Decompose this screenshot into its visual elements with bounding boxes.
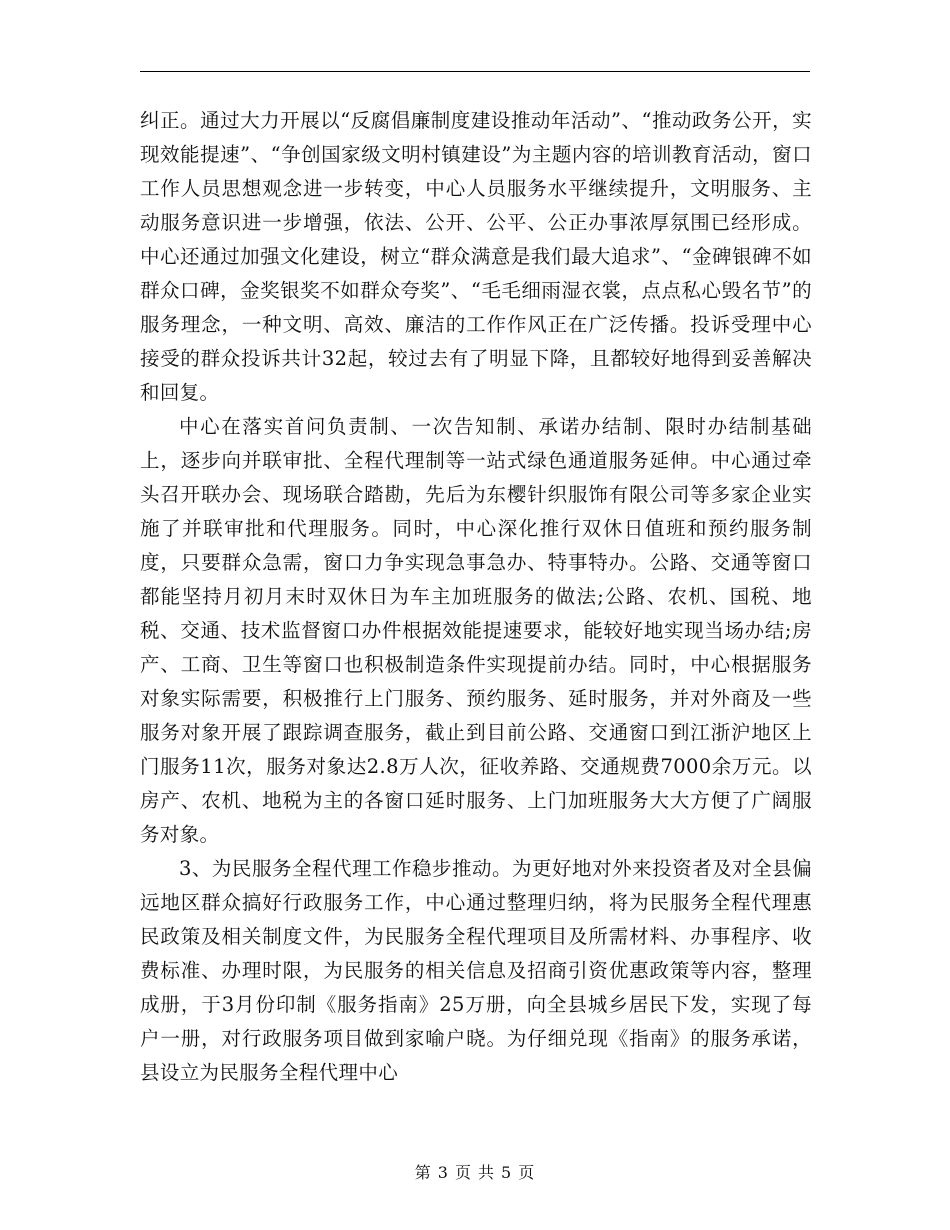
paragraph-2: 中心在落实首问负责制、一次告知制、承诺办结制、限时办结制基础上，逐步向并联审批、全程代理制等一站式绿色通道服务延伸。中心通过牵头召开联办会、现场联合踏勘，先后为东樱针织服饰有限公司等多家企业实施了并联审批和代理服务。同时，中心深化推行双休日值班和预约服务制度，只要群众急需，窗口力争实现急事急办、特事特办。公路、交通等窗口都能坚持月初月末时双休日为车主加班服务的做法;公路、农机、国税、地税、交通、技术监督窗口办件根据效能提速要求，能较好地实现当场办结;房产、工商、卫生等窗口也积极制造条件实现提前办结。同时，中心根据服务对象实际需要，积极推行上门服务、预约服务、延时服务，并对外商及一些服务对象开展了跟踪调查服务，截止到目前公路、交通窗口到江浙沪地区上门服务11次，服务对象达2.8万人次，征收养路、交通规费7000余万元。以房产、农机、地税为主的各窗口延时服务、上门加班服务大大方便了广阔服务对象。 (140, 415, 812, 846)
footer-total-pages: 5 (501, 1163, 513, 1182)
paragraph-1: 纠正。通过大力开展以“反腐倡廉制度建设推动年活动”、“推动政务公开，实现效能提速”、“争创国家级文明村镇建设”为主题内容的培训教育活动，窗口工作人员思想观念进一步转变，中心人员服务水平继续提升，文明服务、主动服务意识进一步增强，依法、公开、公平、公正办事浓厚氛围已经形成。中心还通过加强文化建设，树立“群众满意是我们最大追求”、“金碑银碑不如群众口碑，金奖银奖不如群众夸奖”、“毛毛细雨湿衣裳，点点私心毁名节”的服务理念，一种文明、高效、廉洁的工作作风正在广泛传播。投诉受理中心接受的群众投诉共计32起，较过去有了明显下降，且都较好地得到妥善解决和回复。 (140, 109, 812, 404)
document-body (140, 104, 812, 1090)
footer-middle: 页 共 (454, 1163, 496, 1182)
footer-prefix: 第 (414, 1163, 432, 1182)
paragraph-3: 3、为民服务全程代理工作稳步推动。为更好地对外来投资者及对全县偏远地区群众搞好行政服务工作，中心通过整理归纳，将为民服务全程代理惠民政策及相关制度文件，为民服务全程代理项目及所需材料、办事程序、收费标准、办理时限，为民服务的相关信息及招商引资优惠政策等内容，整理成册，于3月份印制《服务指南》25万册，向全县城乡居民下发，实现了每户一册，对行政服务项目做到家喻户晓。为仔细兑现《指南》的服务承诺，县设立为民服务全程代理中心 (140, 857, 812, 1084)
header-rule (140, 71, 810, 72)
footer-suffix: 页 (518, 1163, 536, 1182)
footer-current-page: 3 (437, 1163, 449, 1182)
page-footer (0, 1160, 950, 1183)
